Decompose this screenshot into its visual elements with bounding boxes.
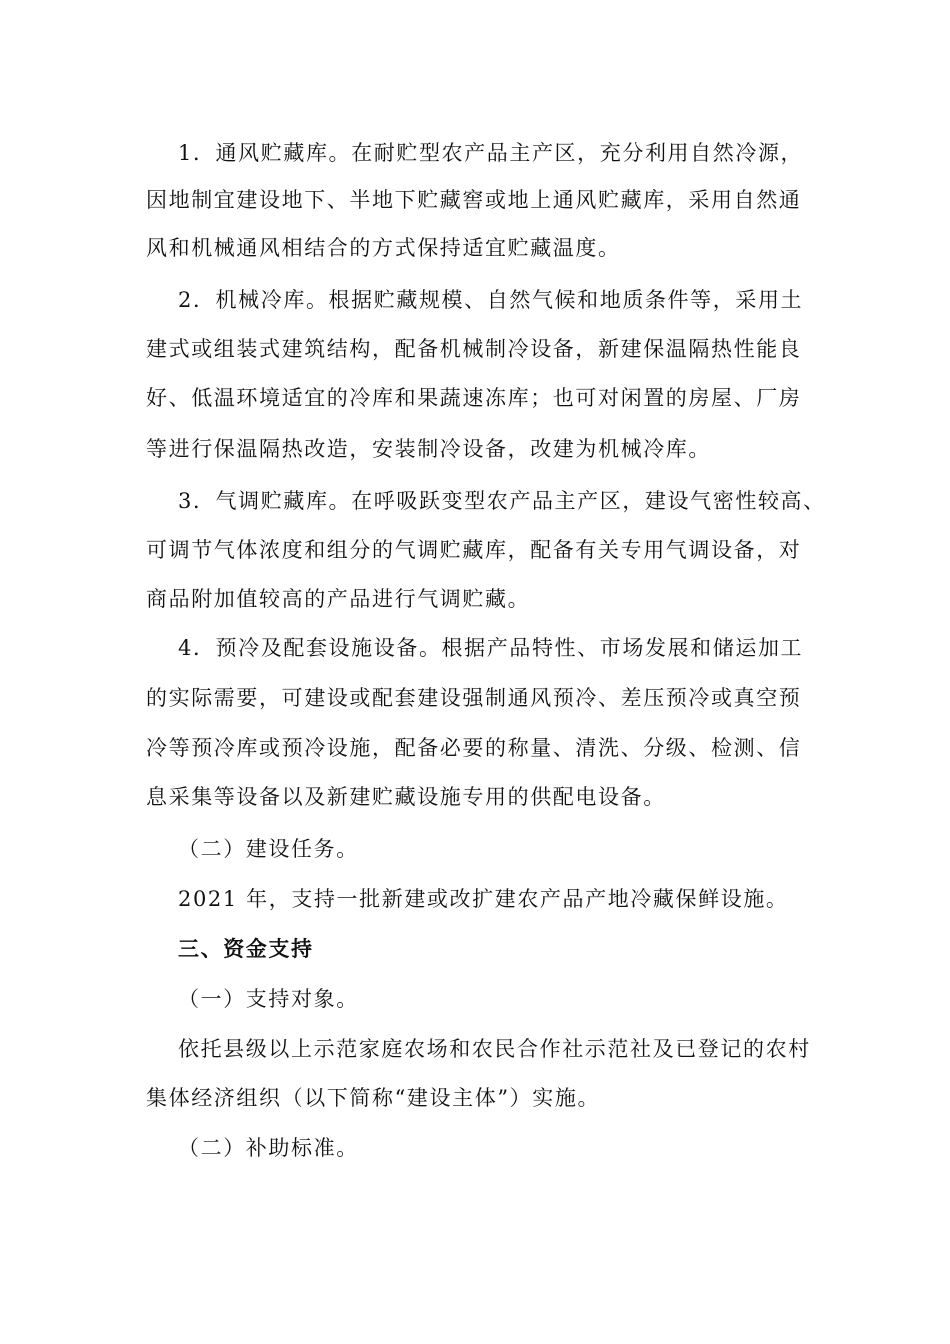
paragraph-precooling-line-4: 息采集等设备以及新建贮藏设施专用的供配电设备。: [146, 785, 666, 809]
paragraph-precooling-line-3: 冷等预冷库或预冷设施，配备必要的称量、清洗、分级、检测、信: [146, 736, 802, 760]
paragraph-mechanical-cold-storage-line-3: 好、低温环境适宜的冷库和果蔬速冻库；也可对闲置的房屋、厂房: [146, 386, 802, 410]
paragraph-precooling-line-2: 的实际需要，可建设或配套建设强制通风预冷、差压预冷或真空预: [146, 686, 802, 710]
paragraph-mechanical-cold-storage-line-4: 等进行保温隔热改造，安装制冷设备，改建为机械冷库。: [146, 437, 711, 461]
paragraph-mechanical-cold-storage-line-1: 2．机械冷库。根据贮藏规模、自然气候和地质条件等，采用土: [178, 288, 804, 312]
paragraph-2021-support: 2021 年，支持一批新建或改扩建农产品产地冷藏保鲜设施。: [178, 887, 789, 911]
subheading-subsidy-standard: （二）补助标准。: [178, 1136, 359, 1160]
paragraph-precooling-line-1: 4．预冷及配套设施设备。根据产品特性、市场发展和储运加工: [178, 636, 804, 660]
paragraph-controlled-atmosphere-line-3: 商品附加值较高的产品进行气调贮藏。: [146, 587, 531, 611]
paragraph-mechanical-cold-storage-line-2: 建式或组装式建筑结构，配备机械制冷设备，新建保温隔热性能良: [146, 337, 802, 361]
subheading-construction-tasks: （二）建设任务。: [178, 837, 359, 861]
section-heading-funding-support: 三、资金支持: [178, 937, 314, 961]
paragraph-ventilated-storage-line-1: 1．通风贮藏库。在耐贮型农产品主产区，充分利用自然冷源，: [178, 141, 804, 165]
paragraph-controlled-atmosphere-line-1: 3．气调贮藏库。在呼吸跃变型农产品主产区，建设气密性较高、: [178, 489, 826, 513]
paragraph-ventilated-storage-line-2: 因地制宜建设地下、半地下贮藏窖或地上通风贮藏库，采用自然通: [146, 188, 802, 212]
paragraph-support-objects-line-1: 依托县级以上示范家庭农场和农民合作社示范社及已登记的农村: [178, 1037, 811, 1061]
paragraph-support-objects-line-2: 集体经济组织（以下简称“建设主体”）实施。: [146, 1086, 601, 1110]
subheading-support-objects: （一）支持对象。: [178, 987, 359, 1011]
paragraph-ventilated-storage-line-3: 风和机械通风相结合的方式保持适宜贮藏温度。: [146, 236, 621, 260]
paragraph-controlled-atmosphere-line-2: 可调节气体浓度和组分的气调贮藏库，配备有关专用气调设备，对: [146, 538, 802, 562]
